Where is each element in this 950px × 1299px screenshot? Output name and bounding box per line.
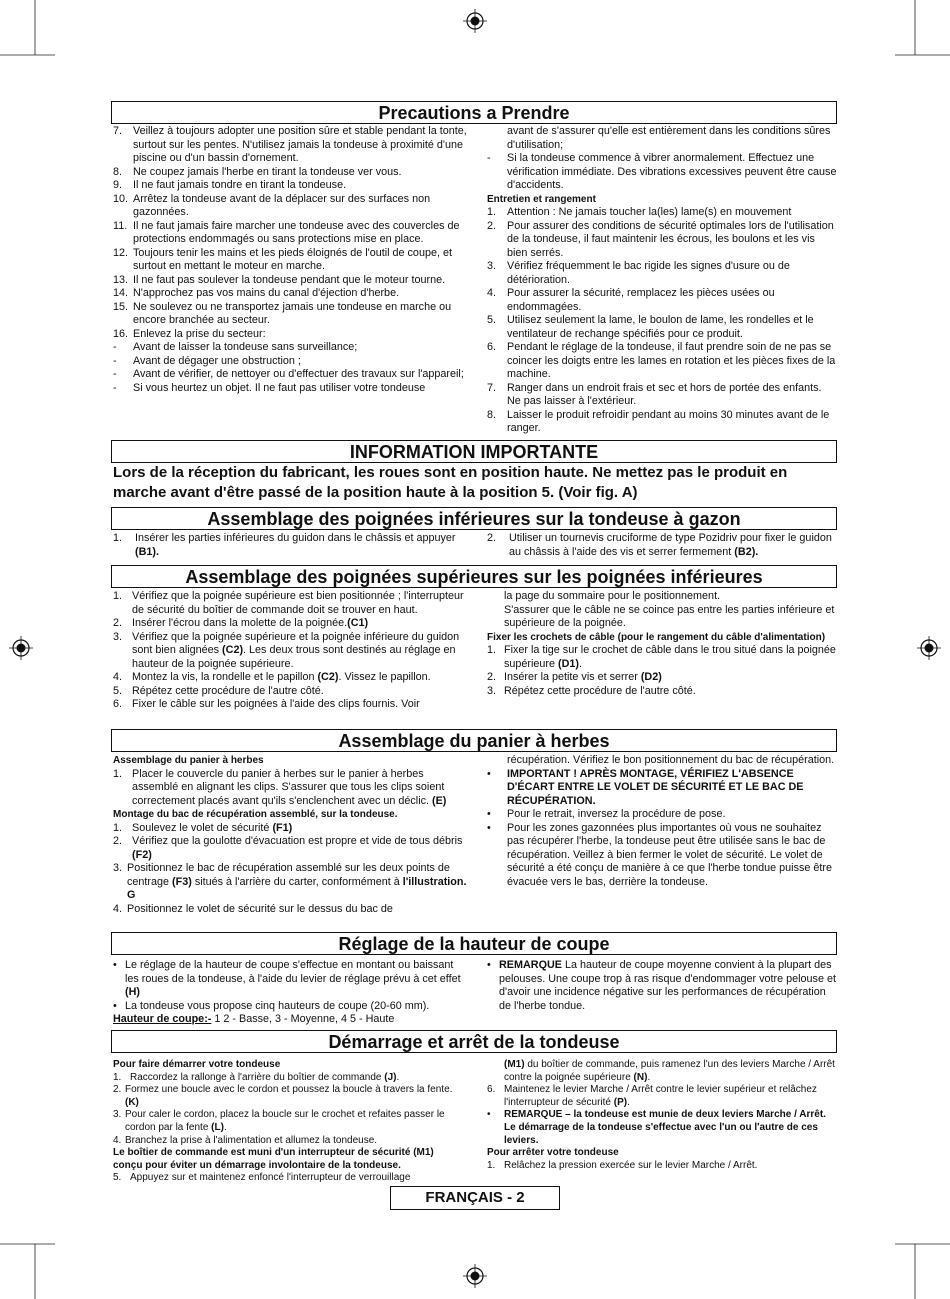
figure-ref: (L) (211, 1121, 224, 1133)
cutting-height-heading: Réglage de la hauteur de coupe (111, 932, 837, 955)
item-text: récupération. Vérifiez le bon positionnement du bac de récupération. (507, 754, 835, 766)
list-item (487, 604, 837, 631)
figure-ref: (B1). (135, 545, 159, 558)
item-text: Si vous heurtez un objet. Il ne faut pas utiliser votre tondeuse (133, 381, 426, 394)
item-text: Appuyez sur et maintenez enfoncé l'interrupteur de verrouillage (130, 1172, 411, 1184)
item-text: Avant de dégager une obstruction ; (133, 354, 301, 367)
list-item (487, 409, 837, 436)
list-item (487, 206, 837, 220)
item-number: 5. (487, 314, 497, 326)
figure-ref: (C2) (317, 671, 339, 683)
item-text: Positionnez le volet de sécurité sur le dessus du bac de (127, 902, 393, 915)
item-number: 9. (113, 179, 123, 191)
item-text: Soulevez le volet de sécurité (132, 821, 270, 834)
figure-ref: (J) (384, 1071, 397, 1083)
item-text: Il ne faut jamais faire marcher une tondeuse avec des couvercles de protections endommagés ou sans protections mise en place. (133, 219, 460, 245)
item-text: Ne coupez jamais l'herbe en tirant la tondeuse ver vous. (133, 165, 402, 178)
lower-handles-left (113, 532, 468, 559)
list-item: 4. Montez la vis, la rondelle et le papillon (C2). Vissez le papillon. (113, 671, 431, 683)
item-text: avant de s'assurer qu'elle est entièrement dans les conditions sûres d'utilisation; (507, 125, 831, 151)
item-text: Fixer le câble sur les poignées à l'aide des clips fournis. Voir (132, 698, 420, 710)
item-text: Pour caler le cordon, placez la boucle sur le crochet et refaites passer le cordon par la fente (125, 1109, 445, 1133)
item-text: Vérifiez fréquemment le bac rigide les signes d'usure ou de détérioration. (507, 260, 790, 286)
item-text: Il ne faut pas soulever la tondeuse pendant que le moteur tourne. (133, 273, 446, 286)
list-item: 1. Insérer les parties inférieures du guidon dans le châssis et appuyer (B1). (113, 532, 456, 558)
item-text: du boîtier de commande, puis ramenez l'un des leviers Marche / Arrêt contre la poignée supérieure (504, 1059, 835, 1083)
item-number: 7. (113, 125, 123, 137)
item-text: Veillez à toujours adopter une position sûre et stable pendant la tonte, surtout sur les pentes. N'utilisez jamais la tondeuse à proximité d'une piscine ou d'un bassin d'ornement. (133, 125, 467, 164)
list-item: • La tondeuse vous propose cinq hauteurs de coupe (20-60 mm). (113, 1000, 468, 1014)
page-number: FRANÇAIS - 2 (390, 1186, 560, 1210)
item-text: Si la tondeuse commence à vibrer anormalement. Effectuez une vérification immédiate. Des vibrations excessives peuvent être cause d'accidents. (507, 152, 837, 191)
item-text: Enlevez la prise du secteur: (133, 327, 266, 340)
figure-ref: (K) (125, 1096, 139, 1108)
list-item: 1. Placer le couvercle du panier à herbes sur le panier à herbes assemblé en alignant les clips. S'assurer que tous les clips soient correctement placés avant qu'ils s'enclenchent avec un déclic. (E) (113, 767, 447, 807)
height-values (113, 1013, 468, 1027)
item-text: . Les deux trous sont destinés au réglage en hauteur de la poignée supérieure. (132, 644, 456, 670)
item-number: 11. (113, 219, 128, 232)
item-text: Insérer l'écrou dans la molette de la poignée. (132, 617, 348, 629)
figure-ref: (C2) (222, 644, 244, 656)
registration-mark-icon (463, 1264, 487, 1288)
item-text: S'assurer que le câble ne se coince pas entre les parties inférieure et supérieure de la poignée. (504, 603, 835, 629)
precautions-heading: Precautions a Prendre (111, 101, 837, 124)
list-item: 1. Soulevez le volet de sécurité (F1) (113, 821, 293, 834)
item-text: Branchez la prise à l'alimentation et allumez la tondeuse. (125, 1134, 378, 1146)
list-item: 3. Positionnez le bac de récupération assemblé sur les deux points de centrage (F3) situés à l'arrière du carter, conformément à l'illustration. G (113, 862, 467, 901)
precautions-right-column (487, 125, 837, 436)
figure-ref: (H) (125, 986, 140, 998)
registration-mark-icon (917, 636, 941, 660)
item-number: 4. (487, 287, 497, 299)
figure-ref: l'illustration. G (127, 875, 467, 901)
list-item: • Pour le retrait, inversez la procédure de pose. (487, 808, 837, 822)
item-number: - (113, 368, 117, 380)
upper-handles-right (487, 590, 837, 698)
cable-hooks-subheading: Fixer les crochets de câble (pour le rangement du câble d'alimentation) (487, 631, 826, 643)
grass-box-left (113, 754, 468, 916)
list-item (113, 382, 468, 396)
important-info-heading: INFORMATION IMPORTANTE (111, 440, 837, 463)
list-item: 2. Utiliser un tournevis cruciforme de type Pozidriv pour fixer le guidon au châssis à l'aide des vis et serrer fermement (B2). (487, 532, 832, 558)
list-item: 2. Vérifiez que la goulotte d'évacuation est propre et vide de tous débris (F2) (113, 835, 463, 861)
precautions-left-column (113, 125, 468, 395)
maintenance-subheading: Entretien et rangement (487, 193, 596, 205)
item-number: 14. (113, 287, 129, 299)
item-text: situés à l'arrière du carter, conformément à (194, 875, 400, 888)
figure-ref: (F2) (132, 848, 152, 861)
start-stop-heading: Démarrage et arrêt de la tondeuse (111, 1030, 837, 1053)
list-item (113, 355, 468, 369)
list-item: 6. Fixer le câble sur les poignées à l'aide des clips fournis. Voir (113, 698, 468, 712)
list-item (113, 220, 468, 247)
figure-ref: (C1) (347, 617, 369, 629)
item-text: Formez une boucle avec le cordon et poussez la boucle à travers la fente. (125, 1084, 453, 1096)
list-item: 2. Formez une boucle avec le cordon et poussez la boucle à travers la fente. (K) (113, 1084, 453, 1108)
list-item: 2. Insérer la petite vis et serrer (D2) (487, 671, 662, 683)
list-item (487, 382, 837, 409)
list-item (113, 193, 468, 220)
list-item: 4. Branchez la prise à l'alimentation et allumez la tondeuse. (113, 1135, 463, 1148)
item-text: Avant de laisser la tondeuse sans surveillance; (133, 341, 358, 353)
upper-handles-left (113, 590, 468, 712)
item-number: 1. (487, 206, 497, 218)
item-number: 13. (113, 273, 129, 286)
item-text: Maintenez le levier Marche / Arrêt contre le levier supérieur et relâchez l'interrupteur de sécurité (504, 1084, 817, 1108)
item-number: 15. (113, 300, 129, 313)
item-text: Laisser le produit refroidir pendant au moins 30 minutes avant de le ranger. (507, 408, 830, 434)
item-text: Relâchez la pression exercée sur le levier Marche / Arrêt. (504, 1159, 758, 1171)
item-number: 8. (113, 165, 123, 178)
item-text: N'approchez pas vos mains du canal d'éjection d'herbe. (133, 287, 400, 299)
list-item (487, 754, 837, 768)
item-text: Attention : Ne jamais toucher la(les) lame(s) en mouvement (507, 206, 792, 218)
list-item (487, 220, 837, 261)
list-item: 1. Vérifiez que la poignée supérieure est bien positionnée ; l'interrupteur de sécurité du boîtier de commande doit se trouver en haut. (113, 590, 468, 617)
height-label: Hauteur de coupe:- (113, 1013, 212, 1025)
list-item (113, 247, 468, 274)
list-item: (M1) du boîtier de commande, puis ramenez l'un des leviers Marche / Arrêt contre la poignée supérieure (N). (504, 1059, 835, 1083)
list-item (487, 341, 837, 382)
figure-ref: (M1) (504, 1059, 525, 1070)
height-value-list: 1 2 - Basse, 3 - Moyenne, 4 5 - Haute (214, 1013, 395, 1025)
item-text: Pour assurer la sécurité, remplacez les pièces usées ou endommagées. (507, 287, 775, 313)
figure-ref: (E) (432, 794, 447, 807)
list-item (113, 274, 468, 288)
item-text: la page du sommaire pour le positionnement. (504, 590, 721, 602)
item-text: . Vissez le papillon. (338, 671, 431, 683)
item-text: Le réglage de la hauteur de coupe s'effectue en montant ou baissant les roues de la tondeuse, à l'aide du levier de réglage prévu à cet effet (125, 959, 461, 985)
item-text: Vérifiez que la goulotte d'évacuation est propre et vide de tous débris (132, 835, 463, 847)
item-text: Insérer la petite vis et serrer (504, 671, 638, 683)
list-item (113, 125, 468, 166)
item-number: 2. (487, 219, 497, 232)
figure-ref: (F3) (172, 875, 192, 888)
item-number: - (113, 381, 117, 394)
list-item: 5. Appuyez sur et maintenez enfoncé l'interrupteur de verrouillage (113, 1172, 463, 1185)
item-text: Pour le retrait, inversez la procédure de pose. (507, 808, 726, 820)
list-item (487, 590, 837, 604)
list-item (487, 287, 837, 314)
item-text: REMARQUE – la tondeuse est munie de deux leviers Marche / Arrêt. Le démarrage de la tondeuse s'effectue avec l'un ou l'autre de ces leviers. (504, 1109, 826, 1146)
item-text: Pour assurer des conditions de sécurité optimales lors de l'utilisation de la tondeuse, il faut maintenir les écrous, les boulons et les vis bien serrés. (507, 219, 834, 259)
item-number: 6. (487, 341, 497, 353)
list-item: • Pour les zones gazonnées plus importantes où vous ne souhaitez pas récupérer l'herbe, la tondeuse peut être utilisée sans le bac de récupération. Veillez à bien fermer le volet de sécurité. Le volet de sécurité a été conçu de manière à ce que l'herbe tondue puisse être évacuée vers le bas, derrière la tondeuse. (487, 822, 837, 890)
item-text: Utiliser un tournevis cruciforme de type Pozidriv pour fixer le guidon au châssis à l'aide des vis et serrer fermement (509, 532, 832, 558)
list-item: 1. Fixer la tige sur le crochet de câble dans le trou situé dans la poignée supérieure (D1). (487, 644, 836, 670)
cutting-height-right (487, 959, 837, 1013)
list-item: 1. Relâchez la pression exercée sur le levier Marche / Arrêt. (487, 1160, 837, 1173)
figure-ref: (D1) (558, 657, 580, 670)
item-number: 8. (487, 408, 497, 421)
list-item (113, 368, 468, 382)
figure-ref: (N) (633, 1071, 648, 1083)
list-item: • Le réglage de la hauteur de coupe s'effectue en montant ou baissant les roues de la tondeuse, à l'aide du levier de réglage prévu à cet effet (H) (113, 959, 461, 998)
item-text: Pendant le réglage de la tondeuse, il faut prendre soin de ne pas se coincer les doigts entre les lames en rotation et les pièces fixes de la machine. (507, 341, 836, 380)
list-item: 1. Raccordez la rallonge à l'arrière du boîtier de commande (J). (113, 1071, 400, 1083)
item-number: 7. (487, 381, 497, 394)
grass-box-heading: Assemblage du panier à herbes (111, 729, 837, 752)
item-text: Vérifiez que la poignée supérieure et la poignée inférieure du guidon sont bien alignées (132, 630, 460, 656)
list-item: 3. Répétez cette procédure de l'autre côté. (487, 685, 837, 699)
start-stop-left (113, 1059, 463, 1185)
registration-mark-icon (463, 9, 487, 33)
lower-handles-heading: Assemblage des poignées inférieures sur la tondeuse à gazon (111, 507, 837, 530)
item-text: Raccordez la rallonge à l'arrière du boîtier de commande (130, 1071, 382, 1083)
item-number: - (113, 341, 117, 353)
important-info-text: Lors de la réception du fabricant, les roues sont en position haute. Ne mettez pas le produit en marche avant d'être passé de la position haute à la position 5. (Voir fig. A) (113, 464, 788, 501)
item-number: 3. (487, 260, 497, 272)
list-item (113, 301, 468, 328)
list-item: 5. Répétez cette procédure de l'autre côté. (113, 685, 468, 699)
item-text: Montez la vis, la rondelle et le papillon (132, 671, 315, 683)
item-text: Vérifiez que la poignée supérieure est bien positionnée ; l'interrupteur de sécurité du boîtier de commande doit se trouver en haut. (132, 590, 464, 616)
list-item (487, 260, 837, 287)
list-item: • IMPORTANT ! APRÈS MONTAGE, VÉRIFIEZ L'ABSENCE D'ÉCART ENTRE LE VOLET DE SÉCURITÉ ET LE BAC DE RÉCUPÉRATION. (487, 768, 837, 809)
item-text: Avant de vérifier, de nettoyer ou d'effectuer des travaux sur l'appareil; (133, 368, 464, 380)
item-text: Répétez cette procédure de l'autre côté. (132, 684, 324, 697)
list-item (113, 328, 468, 342)
grass-box-subheading: Assemblage du panier à herbes (113, 755, 264, 766)
lower-handles-right (487, 532, 837, 559)
list-item (113, 287, 468, 301)
list-item (113, 341, 468, 355)
item-text: Pour les zones gazonnées plus importantes où vous ne souhaitez pas récupérer l'herbe, la tondeuse peut être utilisée sans le bac de récupération. Veillez à bien fermer le volet de sécurité. Le volet de sécurité a été conçu de manière à ce que l'herbe tondue puisse être évacuée vers le bas, derrière la tondeuse. (507, 821, 832, 888)
list-item: 4. Positionnez le volet de sécurité sur le dessus du bac de (113, 903, 468, 917)
mounting-subheading: Montage du bac de récupération assemblé, sur la tondeuse. (113, 809, 398, 820)
item-number: 12. (113, 246, 129, 259)
grass-box-right (487, 754, 837, 889)
list-item: 3. Pour caler le cordon, placez la boucle sur le crochet et refaites passer le cordon par la fente (L). (113, 1109, 445, 1133)
safety-switch-note: Le boîtier de commande est muni d'un interrupteur de sécurité (M1) conçu pour éviter un démarrage involontaire de la tondeuse. (113, 1147, 434, 1171)
list-item: 3. Vérifiez que la poignée supérieure et la poignée inférieure du guidon sont bien alignées (C2). Les deux trous sont destinés au réglage en hauteur de la poignée supérieure. (113, 630, 460, 670)
list-item (487, 314, 837, 341)
list-item: • REMARQUE La hauteur de coupe moyenne convient à la plupart des pelouses. Une coupe trop à ras risque d'endommager votre pelouse et d'avoir une incidence négative sur les performances de récupération de l'herbe tondue. (487, 959, 836, 1012)
item-number: - (113, 354, 117, 367)
list-item (113, 166, 468, 180)
item-text: Toujours tenir les mains et les pieds éloignés de l'outil de coupe, et surtout en mettant le moteur en marche. (133, 246, 452, 272)
list-item: 6. Maintenez le levier Marche / Arrêt contre le levier supérieur et relâchez l'interrupteur de sécurité (P). (487, 1084, 817, 1108)
start-subheading: Pour faire démarrer votre tondeuse (113, 1059, 281, 1070)
start-stop-right (487, 1059, 837, 1172)
item-number: 16. (113, 327, 129, 340)
item-text: La hauteur de coupe moyenne convient à la plupart des pelouses. Une coupe trop à ras risque d'endommager votre pelouse et d'avoir une incidence négative sur les performances de récupération de l'herbe tondue. (499, 959, 836, 1012)
item-text: Positionnez le bac de récupération assemblé sur les deux points de centrage (127, 862, 450, 888)
item-number: 10. (113, 192, 129, 205)
list-item: - Si la tondeuse commence à vibrer anormalement. Effectuez une vérification immédiate. Des vibrations excessives peuvent être cause d'accidents. (487, 152, 837, 191)
stop-subheading: Pour arrêter votre tondeuse (487, 1147, 619, 1159)
item-text: Ne soulevez ou ne transportez jamais une tondeuse en marche ou encore branchée au secteur. (133, 300, 452, 326)
item-text: Répétez cette procédure de l'autre côté. (504, 684, 696, 697)
figure-ref: (D2) (640, 671, 662, 683)
list-item: • REMARQUE – la tondeuse est munie de deux leviers Marche / Arrêt. Le démarrage de la tondeuse s'effectue avec l'un ou l'autre de ces leviers. (487, 1109, 837, 1147)
item-text: Insérer les parties inférieures du guidon dans le châssis et appuyer (135, 532, 456, 544)
registration-mark-icon (9, 636, 33, 660)
upper-handles-heading: Assemblage des poignées supérieures sur les poignées inférieures (111, 565, 837, 588)
figure-ref: (B2). (734, 545, 759, 558)
item-text: Il ne faut jamais tondre en tirant la tondeuse. (133, 179, 347, 191)
figure-ref: (P) (613, 1096, 628, 1108)
list-item (487, 125, 837, 152)
item-text: IMPORTANT ! APRÈS MONTAGE, VÉRIFIEZ L'ABSENCE D'ÉCART ENTRE LE VOLET DE SÉCURITÉ ET LE BAC DE RÉCUPÉRATION. (507, 767, 804, 807)
item-text: Placer le couvercle du panier à herbes sur le panier à herbes assemblé en alignant les clips. S'assurer que tous les clips soient correctement placés avant qu'ils s'enclenchent avec un déclic. (132, 767, 445, 807)
list-item (113, 179, 468, 193)
remark-label: REMARQUE (499, 959, 562, 971)
figure-ref: (F1) (272, 821, 293, 834)
item-text: Fixer la tige sur le crochet de câble dans le trou situé dans la poignée supérieure (504, 644, 836, 670)
cutting-height-left (113, 959, 468, 1027)
item-text: Ranger dans un endroit frais et sec et hors de portée des enfants. Ne pas laisser à l'extérieur. (507, 381, 822, 407)
list-item: 2. Insérer l'écrou dans la molette de la poignée.(C1) (113, 617, 369, 629)
item-text: Arrêtez la tondeuse avant de la déplacer sur des surfaces non gazonnées. (133, 192, 431, 218)
item-text: Utilisez seulement la lame, le boulon de lame, les rondelles et le ventilateur de rechange spécifiés pour ce produit. (507, 314, 814, 340)
item-text: La tondeuse vous propose cinq hauteurs de coupe (20-60 mm). (125, 999, 430, 1012)
